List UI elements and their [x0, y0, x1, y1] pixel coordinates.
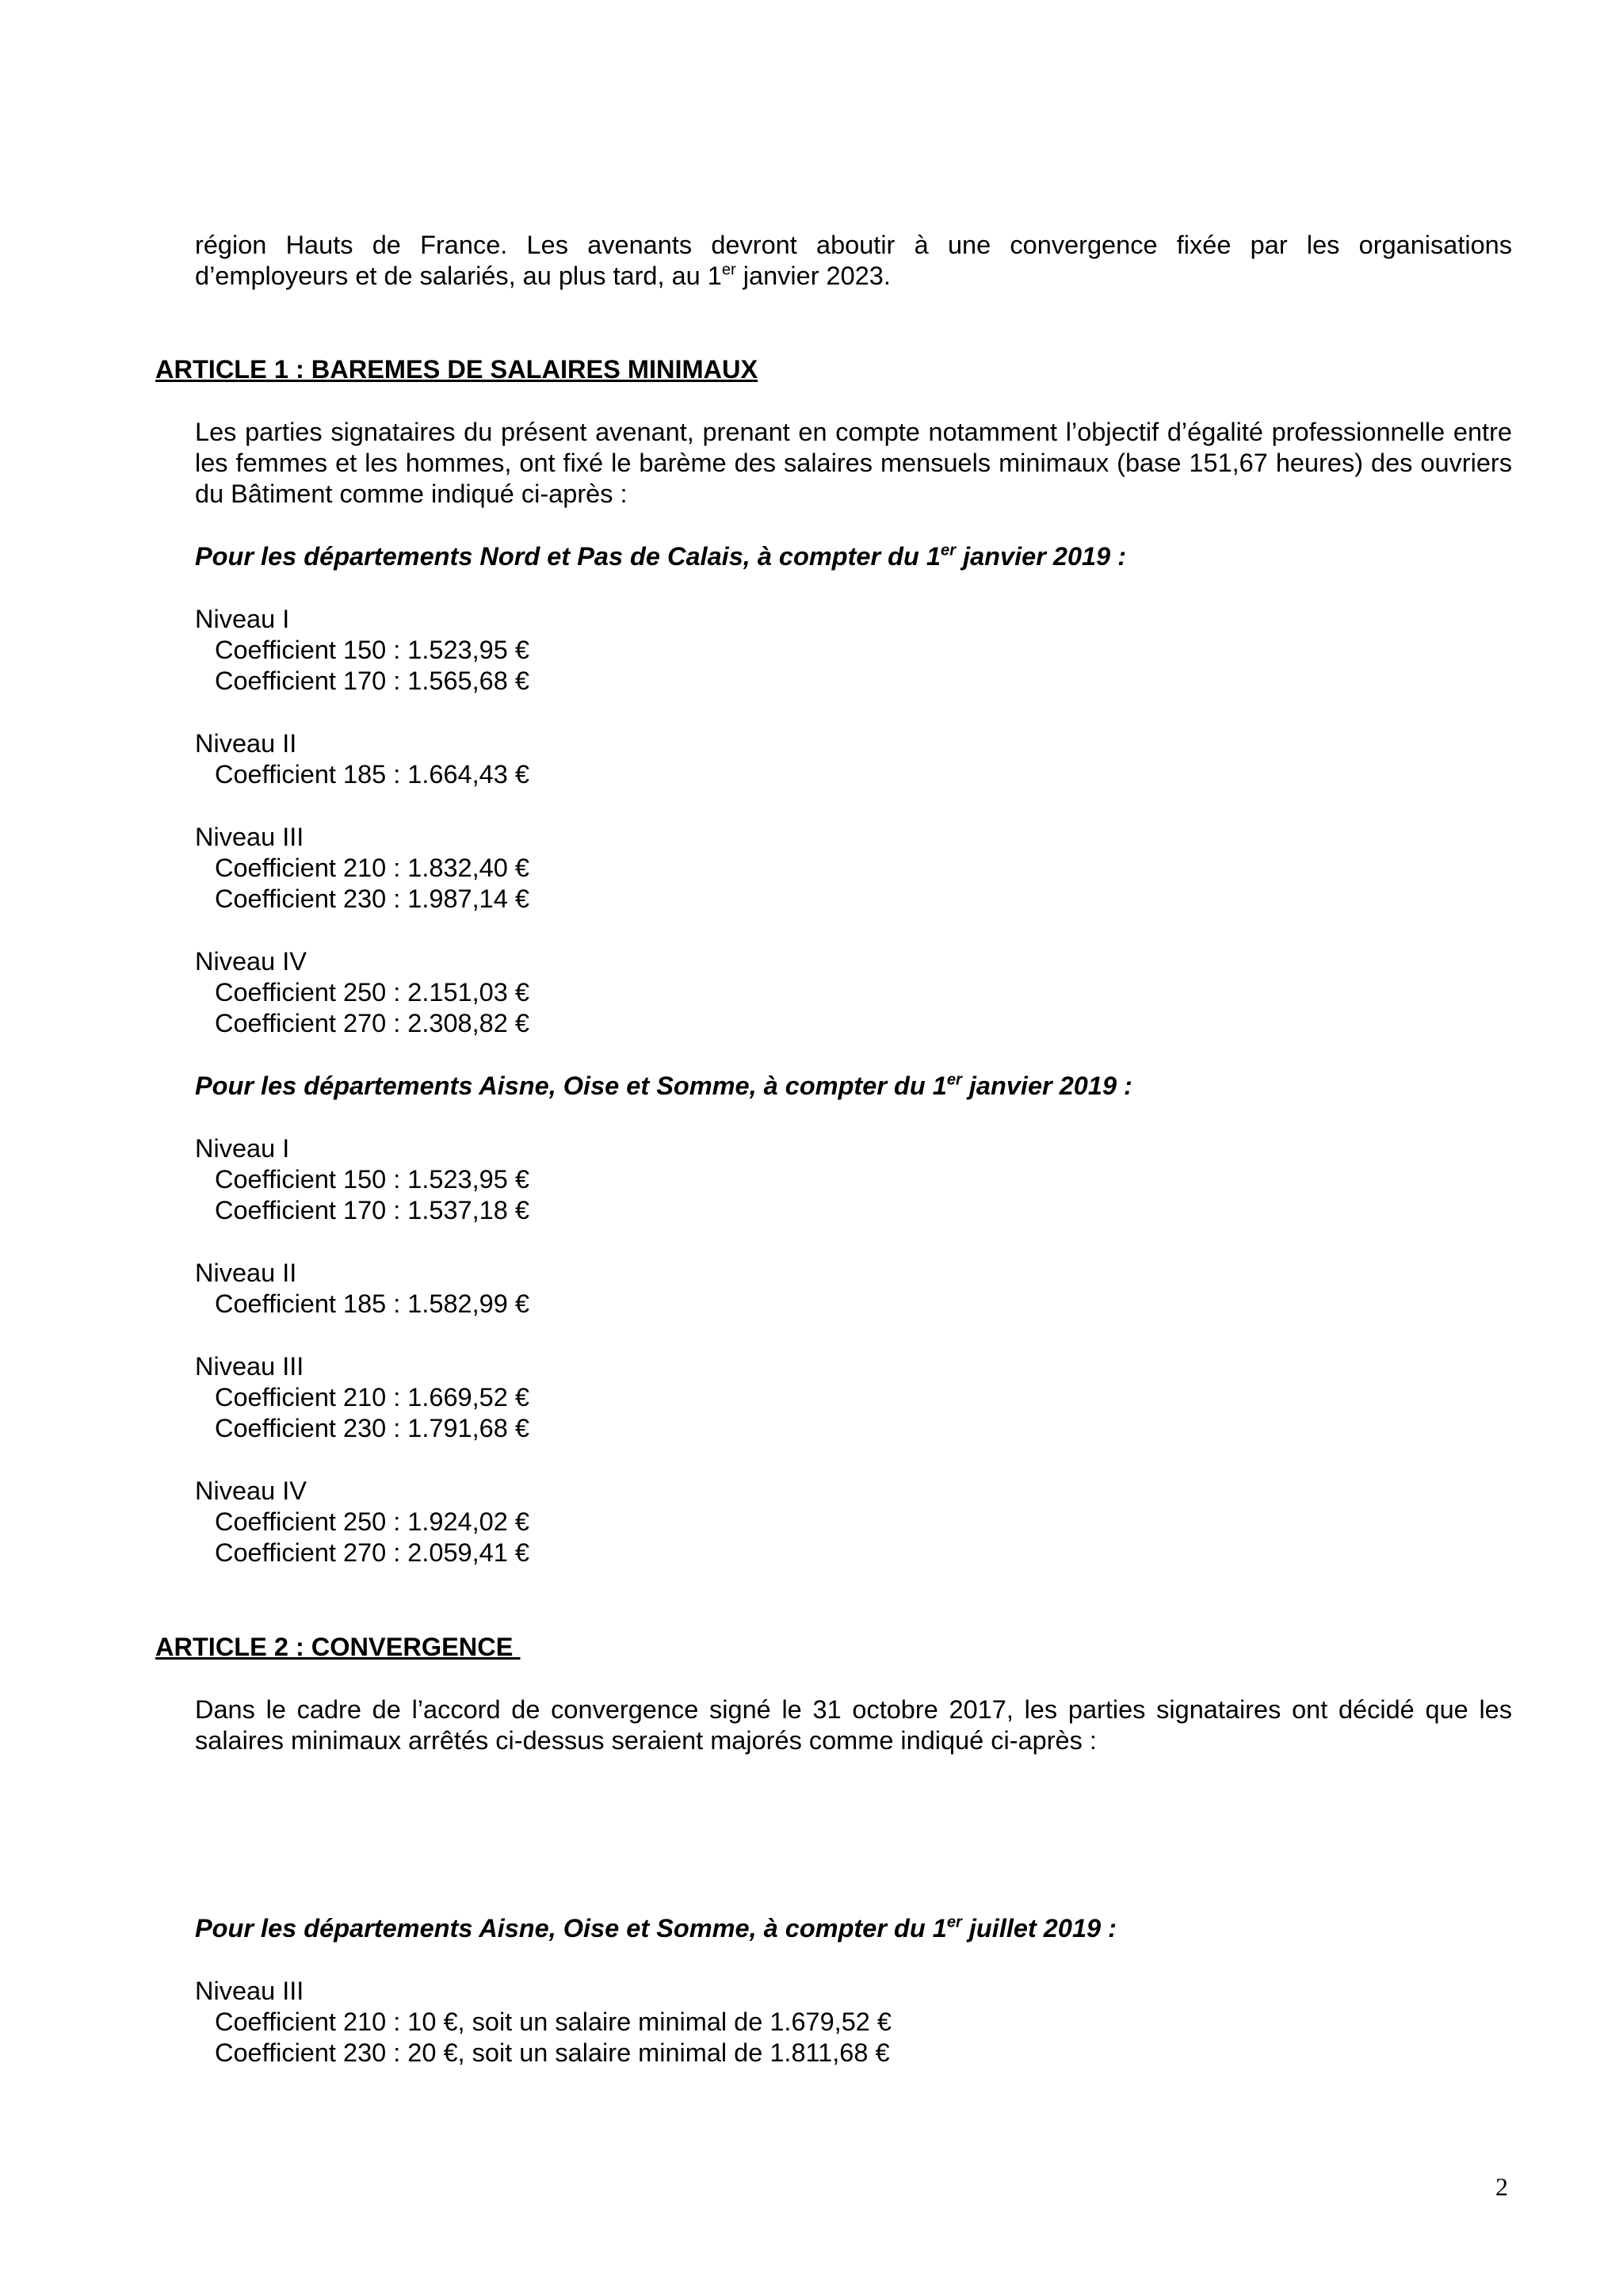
- article-1-paragraph: Les parties signataires du présent avenant, prenant en compte notamment l’objectif d’égalité professionnelle entre les femmes et les hommes, ont fixé le barème des salaires mensuels minimaux (base 151,67 heures) des ouvriers du Bâtiment comme indiqué ci-après :: [195, 418, 1512, 508]
- nord-level-2: [195, 728, 1512, 790]
- coefficient-row: Coefficient 210 : 1.832,40 €: [215, 854, 529, 882]
- article-2-paragraph: Dans le cadre de l’accord de convergence signé le 31 octobre 2017, les parties signataires ont décidé que les salaires minimaux arrêtés ci-dessus seraient majorés comme indiqué ci-après :: [195, 1695, 1512, 1755]
- aisne-level-4: [195, 1476, 1512, 1568]
- aisne-level-3: [195, 1351, 1512, 1444]
- level-name: Niveau III: [195, 1977, 304, 2005]
- level-name: Niveau I: [195, 605, 290, 633]
- nord-level-3: [195, 822, 1512, 915]
- level-name: Niveau III: [195, 1352, 304, 1381]
- level-name: Niveau II: [195, 1259, 297, 1287]
- nord-heading: Pour les départements Nord et Pas de Calais, à compter du 1er janvier 2019 :: [195, 541, 1127, 571]
- coefficient-row: Coefficient 150 : 1.523,95 €: [215, 636, 529, 664]
- coefficient-row: Coefficient 270 : 2.308,82 €: [215, 1009, 529, 1037]
- coefficient-row: Coefficient 170 : 1.565,68 €: [215, 667, 529, 695]
- coefficient-row: Coefficient 230 : 1.987,14 €: [215, 884, 529, 913]
- aisne-level-1: [195, 1133, 1512, 1226]
- intro-paragraph: [195, 230, 1512, 292]
- level-name: Niveau I: [195, 1134, 290, 1163]
- document-page: [155, 230, 1512, 2069]
- coefficient-row: Coefficient 230 : 20 €, soit un salaire minimal de 1.811,68 €: [215, 2038, 890, 2067]
- coefficient-row: Coefficient 250 : 1.924,02 €: [215, 1507, 529, 1536]
- level-name: Niveau II: [195, 729, 297, 758]
- level-name: Niveau IV: [195, 947, 307, 976]
- coefficient-row: Coefficient 185 : 1.664,43 €: [215, 760, 529, 789]
- coefficient-row: Coefficient 230 : 1.791,68 €: [215, 1414, 529, 1442]
- level-name: Niveau III: [195, 823, 304, 851]
- intro-line-1: région Hauts de France. Les avenants devront aboutir à une convergence fixée par les organisations: [195, 231, 1512, 259]
- aisne-juillet-level-3: [195, 1976, 1512, 2069]
- coefficient-row: Coefficient 250 : 2.151,03 €: [215, 978, 529, 1007]
- coefficient-row: Coefficient 185 : 1.582,99 €: [215, 1289, 529, 1318]
- coefficient-row: Coefficient 170 : 1.537,18 €: [215, 1196, 529, 1224]
- article-2-title: ARTICLE 2 : CONVERGENCE: [155, 1633, 521, 1661]
- aisne-juillet-heading: Pour les départements Aisne, Oise et Somme, à compter du 1er juillet 2019 :: [195, 1913, 1117, 1943]
- article-1-title: ARTICLE 1 : BAREMES DE SALAIRES MINIMAUX: [155, 355, 758, 384]
- coefficient-row: Coefficient 270 : 2.059,41 €: [215, 1538, 529, 1567]
- level-name: Niveau IV: [195, 1477, 307, 1505]
- coefficient-row: Coefficient 210 : 1.669,52 €: [215, 1383, 529, 1412]
- aisne-heading: Pour les départements Aisne, Oise et Somme, à compter du 1er janvier 2019 :: [195, 1071, 1132, 1100]
- nord-level-4: [195, 946, 1512, 1039]
- coefficient-row: Coefficient 210 : 10 €, soit un salaire minimal de 1.679,52 €: [215, 2008, 892, 2036]
- aisne-level-2: [195, 1258, 1512, 1320]
- page-number: 2: [1495, 2172, 1508, 2201]
- coefficient-row: Coefficient 150 : 1.523,95 €: [215, 1165, 529, 1194]
- intro-line-2: d’employeurs et de salariés, au plus tard, au 1er janvier 2023.: [195, 261, 891, 290]
- nord-level-1: [195, 604, 1512, 697]
